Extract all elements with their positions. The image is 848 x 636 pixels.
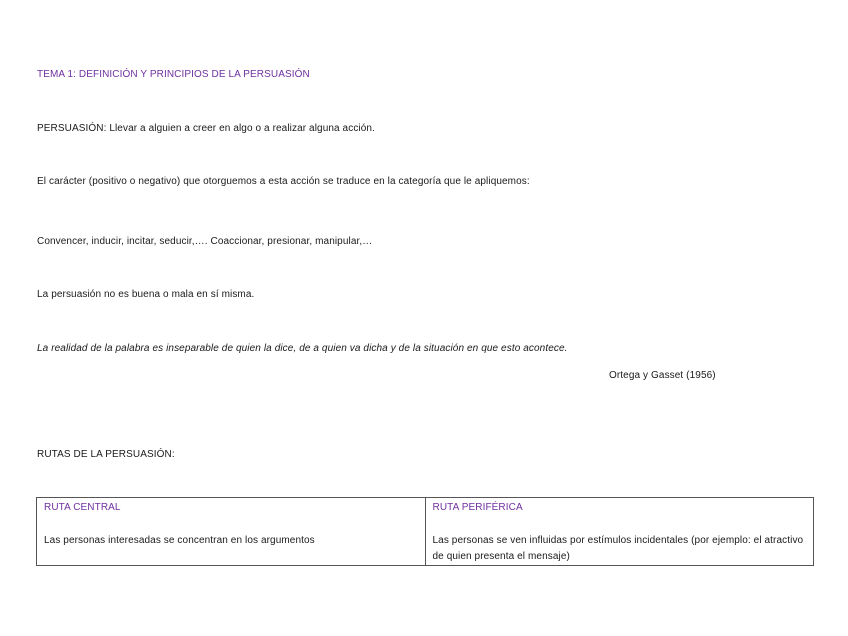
route-name: RUTA CENTRAL: [44, 502, 121, 513]
character-paragraph: El carácter (positivo o negativo) que otorguemos a esta acción se traduce en la categoría que le apliquemos:: [37, 176, 530, 187]
neutral-statement: La persuasión no es buena o mala en sí misma.: [37, 289, 255, 300]
quote-text: La realidad de la palabra es inseparable de quien la dice, de a quien va dicha y de la situación en que esto acontece.: [37, 343, 568, 354]
route-description: Las personas interesadas se concentran en los argumentos: [44, 535, 315, 546]
route-name: RUTA PERIFÉRICA: [432, 502, 523, 513]
route-description: Las personas se ven influidas por estímulos incidentales (por ejemplo: el atractivo de quien presenta el mensaje): [432, 535, 804, 562]
routes-table: [36, 497, 814, 566]
table-row: [37, 498, 814, 566]
route-cell-peripheral: [425, 498, 814, 566]
quote-author: Ortega y Gasset (1956): [609, 370, 716, 381]
route-cell-central: [37, 498, 426, 566]
page-title: TEMA 1: DEFINICIÓN Y PRINCIPIOS DE LA PERSUASIÓN: [37, 69, 310, 80]
routes-heading: RUTAS DE LA PERSUASIÓN:: [37, 449, 175, 460]
persuasion-definition: PERSUASIÓN: Llevar a alguien a creer en algo o a realizar alguna acción.: [37, 123, 375, 134]
verbs-paragraph: Convencer, inducir, incitar, seducir,…. Coaccionar, presionar, manipular,…: [37, 236, 373, 247]
